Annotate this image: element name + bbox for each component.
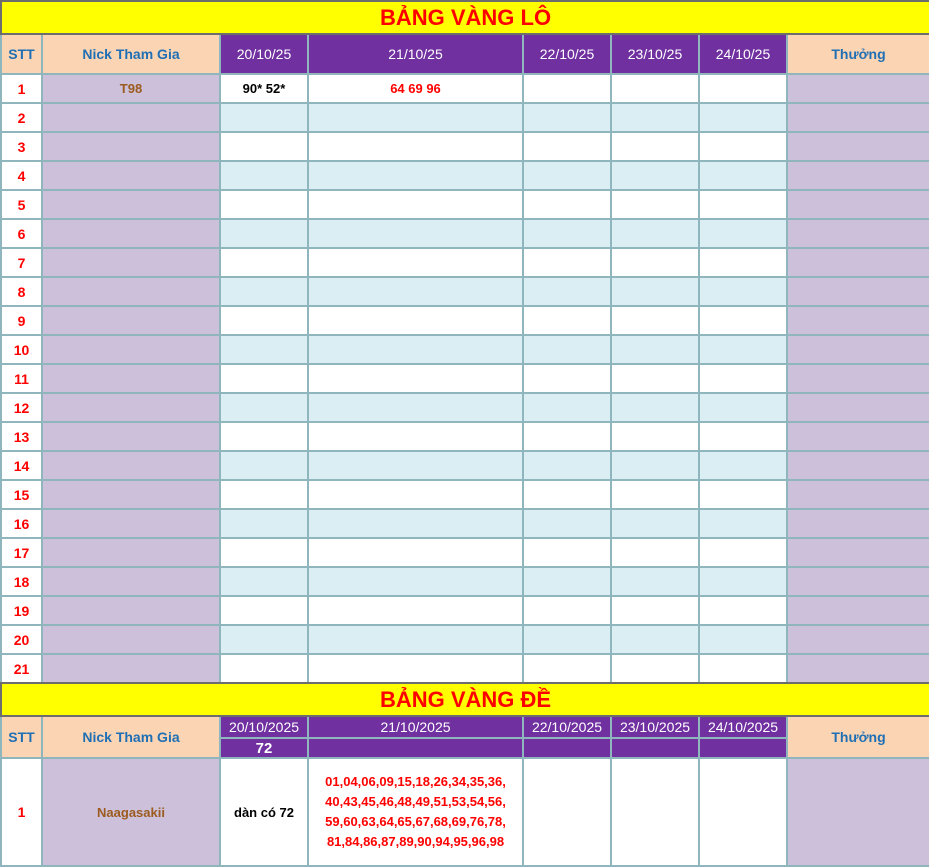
row-date-3-cell[interactable] [523, 654, 611, 683]
lo-header-date-3: 22/10/25 [523, 34, 611, 74]
row-date-3-cell[interactable] [523, 277, 611, 306]
row-stt: 1 [1, 758, 42, 866]
row-stt: 20 [1, 625, 42, 654]
row-date-1-cell[interactable] [220, 509, 308, 538]
row-date-3-cell[interactable] [523, 335, 611, 364]
row-bonus[interactable] [787, 132, 929, 161]
row-stt: 3 [1, 132, 42, 161]
row-date-5-cell[interactable] [699, 480, 787, 509]
row-stt: 13 [1, 422, 42, 451]
de-header-date-2: 21/10/2025 [308, 716, 523, 738]
row-bonus[interactable] [787, 509, 929, 538]
row-date-2-cell[interactable] [308, 596, 523, 625]
row-date-1-cell[interactable] [220, 335, 308, 364]
de-table [0, 682, 929, 867]
row-date-5-cell[interactable] [699, 161, 787, 190]
row-nick[interactable] [42, 596, 220, 625]
table-row [1, 509, 929, 538]
de-result-date-5 [699, 738, 787, 758]
row-date-2-cell[interactable] [308, 625, 523, 654]
row-date-2-cell[interactable] [308, 248, 523, 277]
row-bonus[interactable] [787, 364, 929, 393]
row-nick[interactable] [42, 538, 220, 567]
row-bonus[interactable] [787, 393, 929, 422]
row-date-4-cell[interactable] [611, 625, 699, 654]
row-nick[interactable] [42, 509, 220, 538]
de-result-date-4 [611, 738, 699, 758]
row-nick[interactable] [42, 654, 220, 683]
table-row [1, 248, 929, 277]
row-nick[interactable] [42, 103, 220, 132]
row-date-2-cell[interactable] [308, 306, 523, 335]
row-date-5-cell[interactable] [699, 132, 787, 161]
table-row [1, 451, 929, 480]
row-date-4-cell[interactable] [611, 190, 699, 219]
row-nick[interactable]: T98 [42, 74, 220, 103]
row-date-3-cell[interactable] [523, 103, 611, 132]
row-date-3-cell[interactable] [523, 306, 611, 335]
de-header-nick: Nick Tham Gia [42, 716, 220, 758]
row-date-3-cell[interactable] [523, 625, 611, 654]
row-stt: 1 [1, 74, 42, 103]
row-stt: 16 [1, 509, 42, 538]
de-header-date-1: 20/10/2025 [220, 716, 308, 738]
row-date-5-cell[interactable] [699, 596, 787, 625]
table-row [1, 758, 929, 866]
table-row [1, 393, 929, 422]
row-date-2-cell[interactable] [308, 277, 523, 306]
row-stt: 5 [1, 190, 42, 219]
row-date-5-cell[interactable] [699, 538, 787, 567]
row-stt: 6 [1, 219, 42, 248]
row-date-5-cell[interactable] [699, 451, 787, 480]
row-date-3-cell[interactable] [523, 422, 611, 451]
row-date-5-cell[interactable] [699, 758, 787, 866]
row-date-1-cell[interactable] [220, 277, 308, 306]
row-date-2-cell[interactable] [308, 480, 523, 509]
row-stt: 2 [1, 103, 42, 132]
row-bonus[interactable] [787, 219, 929, 248]
row-date-2-cell[interactable] [308, 393, 523, 422]
row-date-4-cell[interactable] [611, 219, 699, 248]
row-nick[interactable] [42, 190, 220, 219]
row-date-2-cell[interactable] [308, 758, 523, 866]
row-nick[interactable] [42, 335, 220, 364]
table-row [1, 422, 929, 451]
row-date-5-cell[interactable] [699, 190, 787, 219]
row-date-4-cell[interactable] [611, 654, 699, 683]
row-date-4-cell[interactable] [611, 132, 699, 161]
row-date-2-cell[interactable] [308, 451, 523, 480]
row-date-3-cell[interactable] [523, 190, 611, 219]
row-date-2-cell[interactable] [308, 538, 523, 567]
row-date-2-cell[interactable] [308, 335, 523, 364]
row-date-2-cell[interactable] [308, 161, 523, 190]
row-stt: 11 [1, 364, 42, 393]
row-date-3-cell[interactable] [523, 364, 611, 393]
row-date-1-cell[interactable] [220, 306, 308, 335]
table-row [1, 596, 929, 625]
row-bonus[interactable] [787, 277, 929, 306]
row-date-4-cell[interactable] [611, 335, 699, 364]
row-date-5-cell[interactable] [699, 509, 787, 538]
row-date-1-cell[interactable] [220, 596, 308, 625]
table-row [1, 190, 929, 219]
row-date-4-cell[interactable] [611, 538, 699, 567]
row-date-4-cell[interactable] [611, 509, 699, 538]
row-stt: 17 [1, 538, 42, 567]
row-nick[interactable] [42, 451, 220, 480]
row-date-3-cell[interactable] [523, 74, 611, 103]
row-bonus[interactable] [787, 103, 929, 132]
row-stt: 12 [1, 393, 42, 422]
row-bonus[interactable] [787, 538, 929, 567]
row-nick[interactable] [42, 248, 220, 277]
table-row [1, 364, 929, 393]
row-date-1-cell[interactable] [220, 248, 308, 277]
row-date-1-cell[interactable]: 90* 52* [220, 74, 308, 103]
row-date-1-cell[interactable] [220, 480, 308, 509]
row-date-5-cell[interactable] [699, 306, 787, 335]
row-bonus[interactable] [787, 654, 929, 683]
row-date-4-cell[interactable] [611, 306, 699, 335]
row-bonus[interactable] [787, 480, 929, 509]
row-bonus[interactable] [787, 567, 929, 596]
row-date-4-cell[interactable] [611, 596, 699, 625]
row-date-1-cell[interactable] [220, 422, 308, 451]
lo-header-bonus: Thưởng [787, 34, 929, 74]
row-date-1-cell[interactable] [220, 132, 308, 161]
row-stt: 18 [1, 567, 42, 596]
de-header-date-4: 23/10/2025 [611, 716, 699, 738]
row-date-4-cell[interactable] [611, 758, 699, 866]
row-nick[interactable] [42, 567, 220, 596]
row-nick[interactable] [42, 625, 220, 654]
table-row [1, 161, 929, 190]
row-nick[interactable] [42, 219, 220, 248]
row-date-4-cell[interactable] [611, 248, 699, 277]
row-bonus[interactable] [787, 335, 929, 364]
lo-header-date-2: 21/10/25 [308, 34, 523, 74]
row-date-2-cell[interactable] [308, 509, 523, 538]
row-date-2-cell[interactable] [308, 422, 523, 451]
row-bonus[interactable] [787, 596, 929, 625]
table-row [1, 132, 929, 161]
row-date-3-cell[interactable] [523, 538, 611, 567]
row-date-3-cell[interactable] [523, 509, 611, 538]
lo-header-date-4: 23/10/25 [611, 34, 699, 74]
row-date-1-cell[interactable] [220, 161, 308, 190]
row-date-3-cell[interactable] [523, 248, 611, 277]
row-date-4-cell[interactable] [611, 161, 699, 190]
row-date-4-cell[interactable] [611, 480, 699, 509]
table-row [1, 103, 929, 132]
row-date-1-cell[interactable] [220, 654, 308, 683]
row-date-5-cell[interactable] [699, 74, 787, 103]
row-date-3-cell[interactable] [523, 451, 611, 480]
table-row [1, 567, 929, 596]
row-date-1-cell[interactable] [220, 625, 308, 654]
row-date-4-cell[interactable] [611, 422, 699, 451]
number-line: 59,60,63,64,65,67,68,69,76,78, [325, 814, 506, 829]
row-nick[interactable] [42, 393, 220, 422]
de-header-date-5: 24/10/2025 [699, 716, 787, 738]
row-date-3-cell[interactable] [523, 596, 611, 625]
row-date-5-cell[interactable] [699, 277, 787, 306]
row-date-5-cell[interactable] [699, 364, 787, 393]
row-nick[interactable] [42, 132, 220, 161]
table-row [1, 335, 929, 364]
row-date-1-cell[interactable] [220, 538, 308, 567]
row-date-4-cell[interactable] [611, 364, 699, 393]
row-stt: 7 [1, 248, 42, 277]
number-line: 40,43,45,46,48,49,51,53,54,56, [325, 794, 506, 809]
lo-header-date-5: 24/10/25 [699, 34, 787, 74]
row-date-2-cell[interactable] [308, 190, 523, 219]
table-row [1, 538, 929, 567]
row-date-5-cell[interactable] [699, 103, 787, 132]
row-date-1-cell[interactable] [220, 567, 308, 596]
row-date-4-cell[interactable] [611, 393, 699, 422]
row-bonus[interactable] [787, 758, 929, 866]
row-date-2-cell[interactable]: 64 69 96 [308, 74, 523, 103]
row-date-3-cell[interactable] [523, 132, 611, 161]
number-line: 81,84,86,87,89,90,94,95,96,98 [326, 834, 505, 849]
row-date-2-cell[interactable] [308, 103, 523, 132]
row-nick[interactable] [42, 306, 220, 335]
row-date-3-cell[interactable] [523, 480, 611, 509]
row-date-5-cell[interactable] [699, 248, 787, 277]
de-result-date-2 [308, 738, 523, 758]
de-result-date-3 [523, 738, 611, 758]
lo-header-date-1: 20/10/25 [220, 34, 308, 74]
row-date-3-cell[interactable] [523, 758, 611, 866]
row-date-5-cell[interactable] [699, 567, 787, 596]
table-row [1, 74, 929, 103]
de-header-stt: STT [1, 716, 42, 758]
row-bonus[interactable] [787, 451, 929, 480]
table-row [1, 625, 929, 654]
row-stt: 19 [1, 596, 42, 625]
row-stt: 10 [1, 335, 42, 364]
row-bonus[interactable] [787, 74, 929, 103]
row-stt: 9 [1, 306, 42, 335]
row-date-5-cell[interactable] [699, 219, 787, 248]
row-date-1-cell[interactable] [220, 219, 308, 248]
row-nick[interactable] [42, 480, 220, 509]
row-date-1-cell[interactable] [220, 451, 308, 480]
row-nick[interactable] [42, 277, 220, 306]
table-row [1, 306, 929, 335]
row-date-4-cell[interactable] [611, 451, 699, 480]
row-date-1-cell[interactable] [220, 393, 308, 422]
row-date-4-cell[interactable] [611, 74, 699, 103]
row-stt: 14 [1, 451, 42, 480]
row-date-5-cell[interactable] [699, 654, 787, 683]
row-nick[interactable]: Naagasakii [42, 758, 220, 866]
row-date-2-cell[interactable] [308, 567, 523, 596]
lo-header-stt: STT [1, 34, 42, 74]
row-date-1-cell[interactable] [220, 190, 308, 219]
de-title: BẢNG VÀNG ĐỀ [1, 683, 929, 716]
row-stt: 15 [1, 480, 42, 509]
table-row [1, 654, 929, 683]
row-bonus[interactable] [787, 190, 929, 219]
row-date-1-cell[interactable] [220, 364, 308, 393]
row-date-4-cell[interactable] [611, 103, 699, 132]
row-date-3-cell[interactable] [523, 393, 611, 422]
row-nick[interactable] [42, 422, 220, 451]
table-row [1, 219, 929, 248]
row-date-1-cell[interactable]: dàn có 72 [220, 758, 308, 866]
table-row [1, 277, 929, 306]
row-nick[interactable] [42, 364, 220, 393]
de-result-date-1: 72 [220, 738, 308, 758]
row-bonus[interactable] [787, 161, 929, 190]
row-nick[interactable] [42, 161, 220, 190]
row-date-2-cell[interactable] [308, 364, 523, 393]
row-date-2-cell[interactable] [308, 654, 523, 683]
row-stt: 21 [1, 654, 42, 683]
row-date-2-cell[interactable] [308, 132, 523, 161]
row-date-3-cell[interactable] [523, 161, 611, 190]
row-stt: 4 [1, 161, 42, 190]
de-header-date-3: 22/10/2025 [523, 716, 611, 738]
row-date-4-cell[interactable] [611, 277, 699, 306]
row-bonus[interactable] [787, 248, 929, 277]
row-date-3-cell[interactable] [523, 219, 611, 248]
row-bonus[interactable] [787, 625, 929, 654]
de-header-bonus: Thưởng [787, 716, 929, 758]
row-date-4-cell[interactable] [611, 567, 699, 596]
row-date-2-cell[interactable] [308, 219, 523, 248]
number-line: 01,04,06,09,15,18,26,34,35,36, [325, 774, 506, 789]
row-date-1-cell[interactable] [220, 103, 308, 132]
row-bonus[interactable] [787, 422, 929, 451]
row-date-5-cell[interactable] [699, 422, 787, 451]
row-stt: 8 [1, 277, 42, 306]
table-row [1, 480, 929, 509]
row-bonus[interactable] [787, 306, 929, 335]
lo-title: BẢNG VÀNG LÔ [1, 1, 929, 34]
row-date-3-cell[interactable] [523, 567, 611, 596]
lo-header-nick: Nick Tham Gia [42, 34, 220, 74]
row-date-5-cell[interactable] [699, 393, 787, 422]
row-date-5-cell[interactable] [699, 335, 787, 364]
row-date-5-cell[interactable] [699, 625, 787, 654]
